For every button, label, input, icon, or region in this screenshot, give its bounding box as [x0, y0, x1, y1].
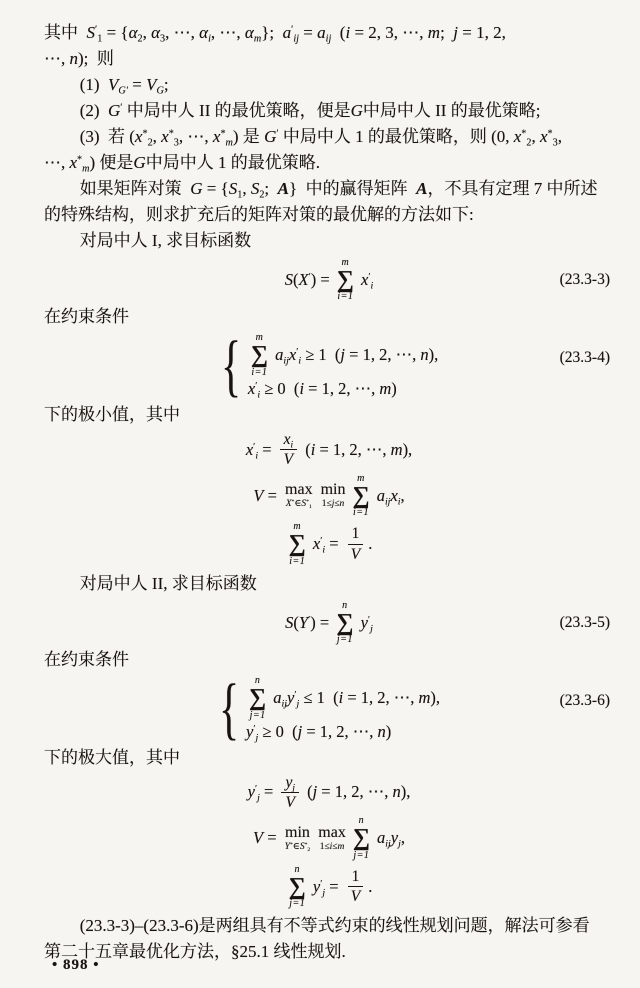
summation-symbol: n ∑ j=1 [352, 815, 370, 861]
eq1-lhs: S(X′) = [284, 270, 334, 290]
summation-symbol: m ∑ i=1 [336, 257, 354, 303]
max-operator: max 1≤i≤m [318, 823, 346, 852]
fraction: $\frac{y_j}{V}$ [281, 773, 298, 813]
property-3-line-1: (3) 若 ($x^*_2$, $x^*_3$, ⋯, $x^*_m$) 是 G′ 中局中人 1 的最优策略，则 (0, $x^*_2$, $x^*_3$, [79, 127, 562, 149]
equation-23-3-5: S(Y′) = n ∑ j=1 $y'_j$ (23.3-5) [285, 599, 610, 646]
player-two-objective-intro: 对局中人 II, 求目标函数 [79, 573, 257, 593]
min-operator: min $Y^*\in S^*_2$ [284, 823, 311, 853]
page-number: • 898 • [52, 957, 100, 973]
sigma-glyph: ∑ [249, 685, 267, 712]
equation-number-23-3-6: (23.3-6) [559, 691, 610, 709]
player-one-objective-intro: 对局中人 I, 求目标函数 [79, 231, 252, 250]
equation-23-3-6 [44, 669, 614, 747]
equation-y-substitution: $y'_j$ = $\frac{y_j}{V}$ (j = 1, 2, ⋯, n), [247, 773, 411, 811]
eq1-rhs: $x'_i$ [361, 270, 374, 292]
property-1-line: (1) $V_{G'} = V_G$; [79, 75, 169, 97]
sigma-glyph: ∑ [288, 531, 306, 558]
sigma-glyph: ∑ [352, 482, 370, 509]
paragraph-matrix-game-line-2: 的特殊结构，则求扩充后的矩阵对策的最优解的方法如下: [44, 205, 474, 224]
min-operator: min 1≤j≤n [320, 481, 346, 510]
sigma-glyph: ∑ [336, 267, 354, 293]
equation-number-23-3-5: (23.3-5) [559, 613, 610, 631]
closing-paragraph-line-1: (23.3-3)–(23.3-6)是两组具有不等式约束的线性规划问题，解法可参看 [79, 916, 590, 936]
system-brace: { [220, 327, 241, 404]
equation-sum-x-equals-one-over-v: m ∑ i=1 $x'_i$ = $\frac{1}{V}$ . [288, 521, 373, 567]
equation-value-minmax: V = min $Y^*\in S^*_2$ max 1≤i≤m n ∑ j=1 $a_{ij}y_j$, [252, 815, 405, 861]
property-3-line-2: ⋯, $x^*_m$) 便是G中局中人 1 的最优策略. [44, 153, 320, 175]
eq7-row2: $y'_j \ge 0$ (j = 1, 2, ⋯, n) [246, 721, 392, 743]
paragraph-matrix-game-line-1: 如果矩阵对策 $G = \{S_1$, $S_2$; A} 中的赢得矩阵 A，不具有定理 7 中所述 [79, 179, 598, 201]
equation-number-23-3-4: (23.3-4) [559, 349, 610, 367]
summation-symbol: m ∑ i=1 [352, 472, 370, 519]
sigma-glyph: ∑ [336, 609, 354, 636]
equation-23-3-3 [44, 258, 614, 302]
summation-symbol: m ∑ i=1 [250, 332, 268, 378]
constraint-intro-2: 在约束条件 [44, 650, 129, 670]
eq2-row2: $x'_i \ge 0$ (i = 1, 2, ⋯, m) [247, 378, 397, 401]
body-line-continuation-2: ⋯, n); 则 [44, 49, 114, 68]
property-2-line: (2) G′ 中局中人 II 的最优策略，便是G中局中人 II 的最优策略; [79, 101, 541, 120]
equation-23-3-4 [44, 327, 614, 404]
fraction: $\frac{1}{V}$ [347, 867, 364, 907]
max-operator: max $X^*\in S^*_1$ [285, 481, 313, 511]
equation-x-substitution: $x'_i$ = $\frac{x_i}{V}$ (i = 1, 2, ⋯, m), [245, 430, 413, 469]
system-brace: { [219, 669, 239, 747]
summation-symbol: n ∑ j=1 [336, 599, 354, 646]
minimum-intro: 下的极小值，其中 [44, 404, 180, 424]
closing-paragraph-line-2: 第二十五章最优化方法，§25.1 线性规划. [44, 942, 346, 962]
summation-symbol: n ∑ j=1 [249, 675, 267, 721]
summation-symbol: m ∑ i=1 [288, 521, 306, 567]
summation-symbol: n ∑ j=1 [288, 863, 306, 910]
body-line-continuation-1: 其中 $S'_1 = \{\alpha_2$, $\alpha_3$, ⋯, $\alpha_i$, ⋯, $\alpha_m$}; $a'_{ij} = a_{ij}$ (i = 2, 3, ⋯, m; j = 1, 2, [44, 23, 506, 45]
sigma-glyph: ∑ [352, 825, 370, 852]
sigma-glyph: ∑ [250, 342, 268, 369]
equation-value-maxmin: V = max $X^*\in S^*_1$ min 1≤j≤n m ∑ i=1 $a_{ij}x_i$, [253, 472, 405, 519]
maximum-intro: 下的极大值，其中 [44, 747, 180, 767]
fraction: $\frac{x_i}{V}$ [280, 430, 297, 470]
fraction: $\frac{1}{V}$ [347, 524, 364, 564]
equation-number-23-3-3: (23.3-3) [559, 271, 610, 289]
sigma-glyph: ∑ [288, 873, 306, 900]
eq2-row1: $a_{ij}x'_i \ge 1$ (j = 1, 2, ⋯, n), [275, 345, 439, 367]
equation-sum-y-equals-one-over-v: n ∑ j=1 $y'_j$ = $\frac{1}{V}$ . [288, 863, 373, 910]
constraint-intro-1: 在约束条件 [44, 307, 129, 327]
eq7-row1: $a_{ij}y'_j \le 1$ (i = 1, 2, ⋯, m), [273, 687, 441, 710]
